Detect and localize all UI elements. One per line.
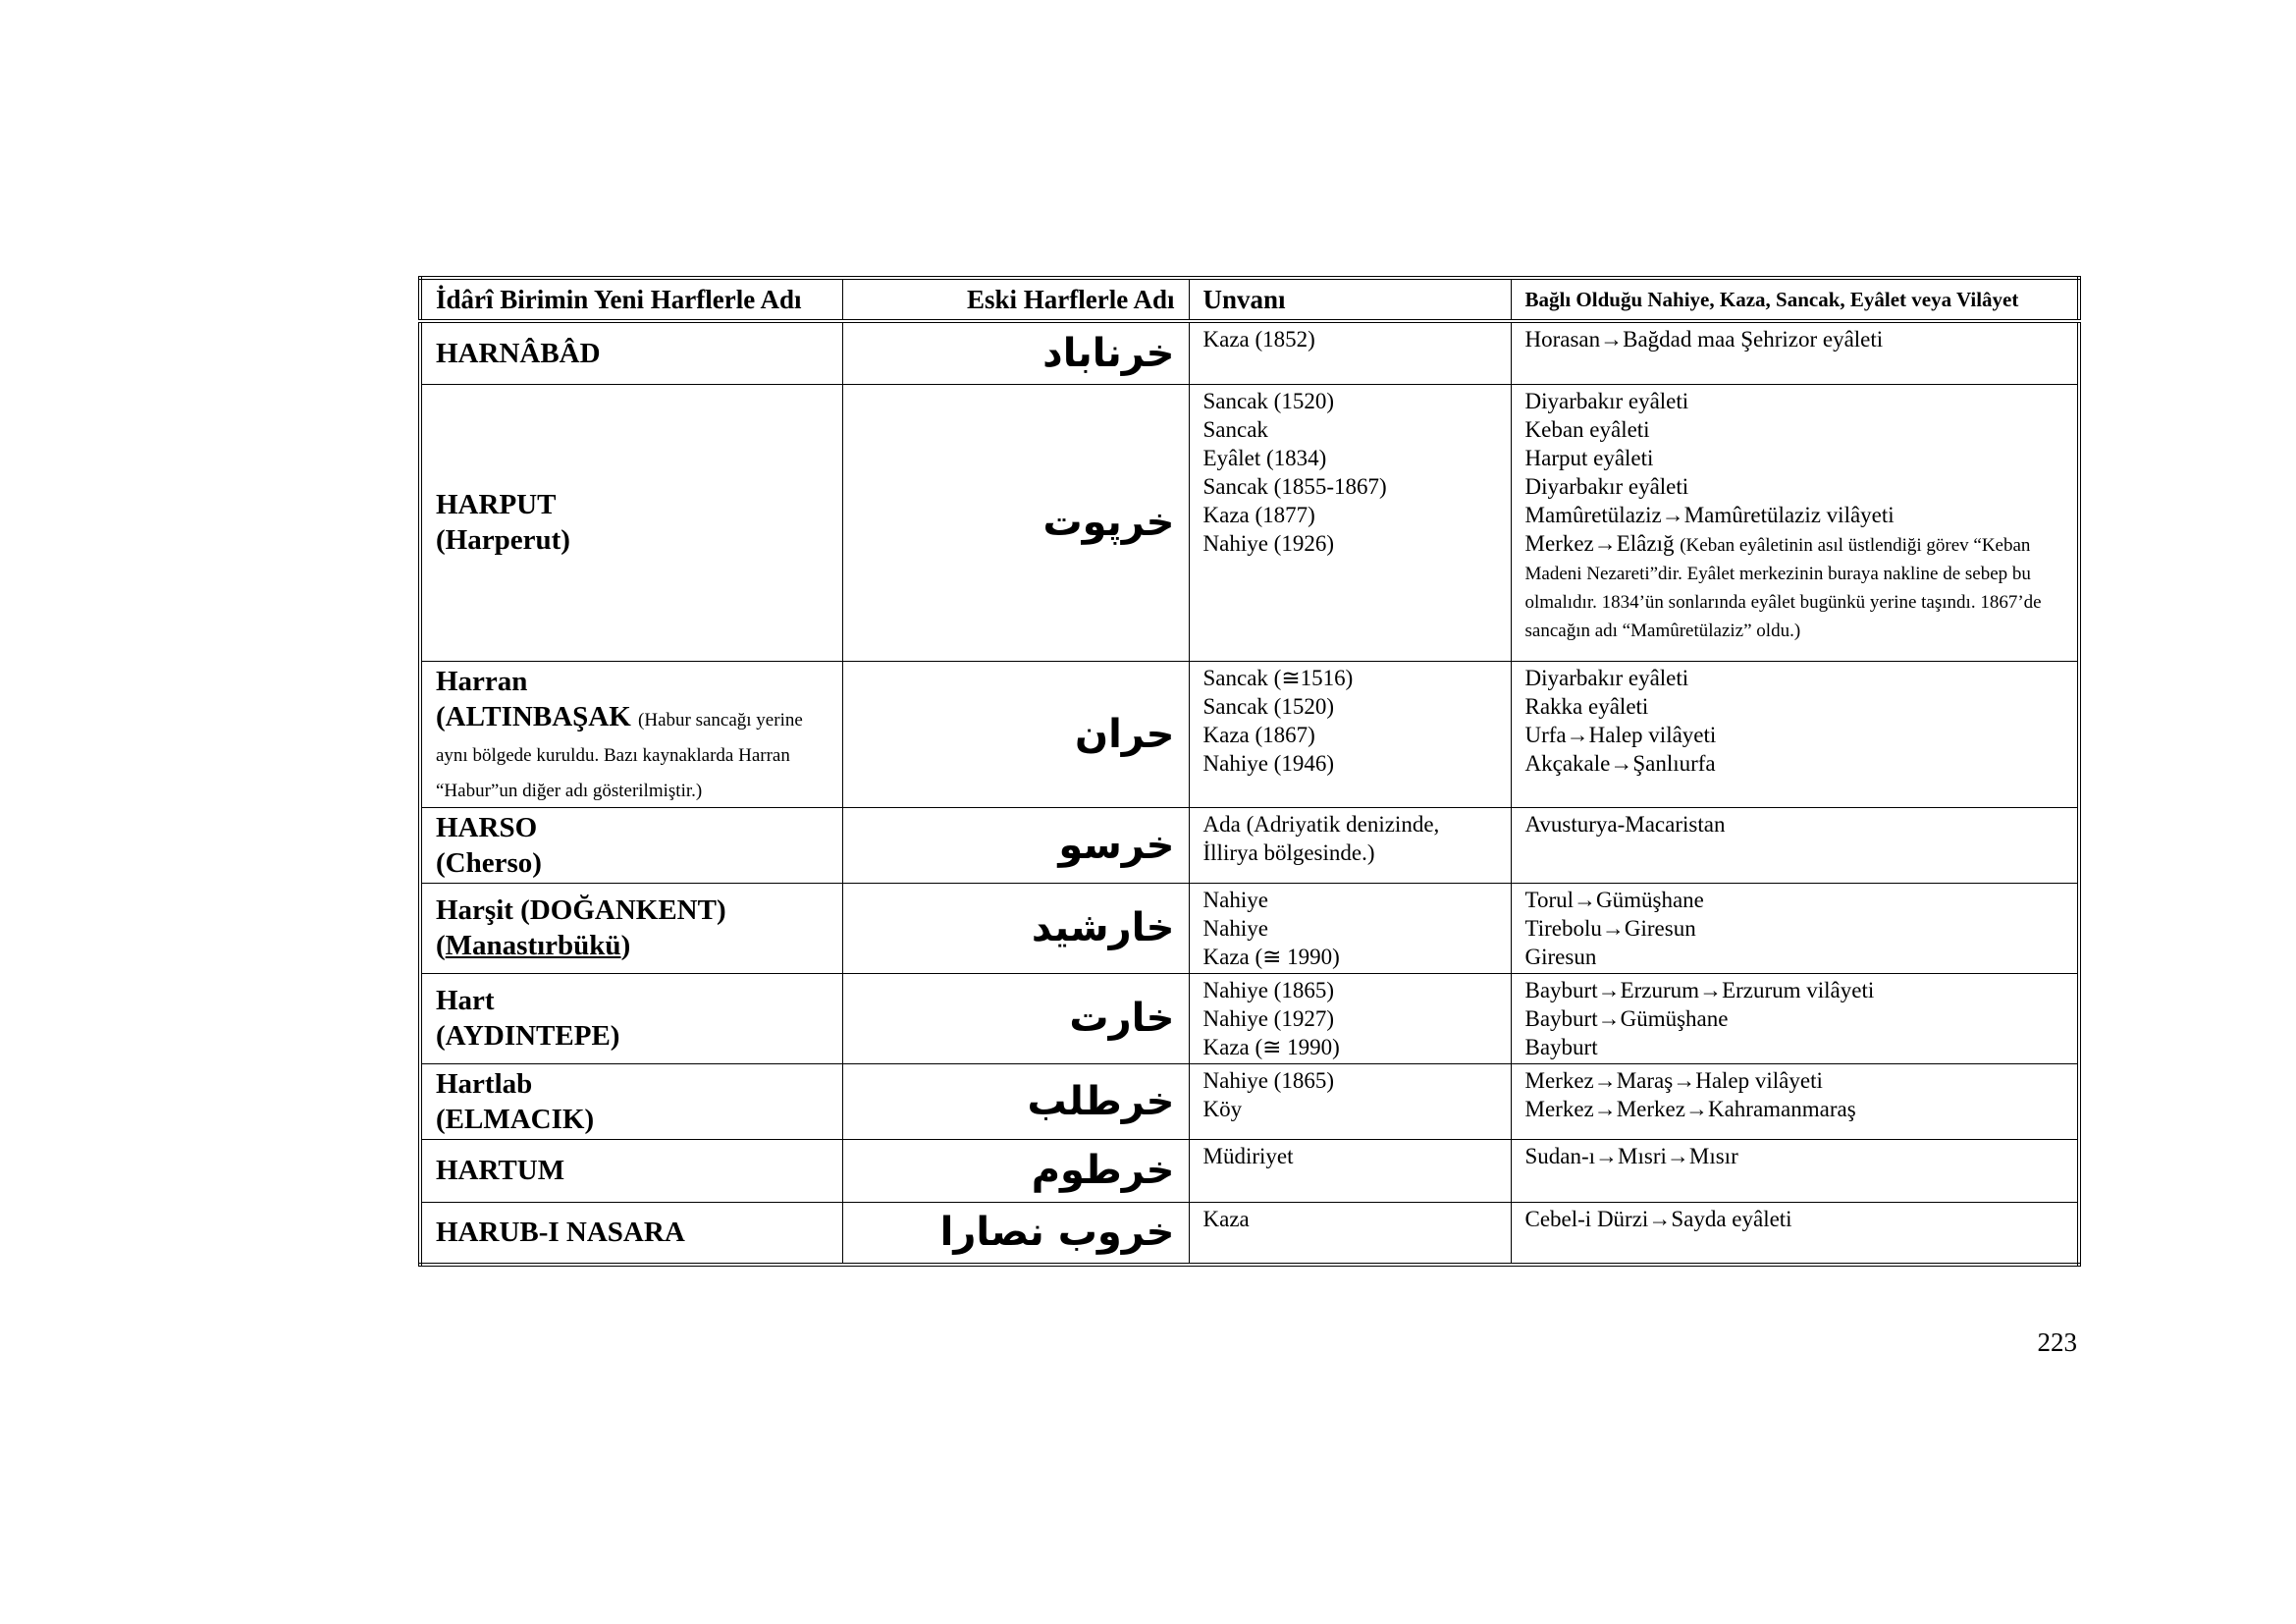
row-title: Sancak (≅1516) Sancak (1520) Kaza (1867) Nahiye (1946) (1189, 661, 1511, 807)
row-arabic: خارشيد (842, 883, 1189, 973)
row-arabic: خرطوم (842, 1139, 1189, 1202)
row-attached: Horasan→Bağdad maa Şehrizor eyâleti (1511, 321, 2079, 384)
header-new-name: İdârî Birimin Yeni Harflerle Adı (420, 278, 842, 321)
row-attached: Torul→Gümüşhane Tirebolu→Giresun Giresun (1511, 883, 2079, 973)
row-attached: Cebel-i Dürzi→Sayda eyâleti (1511, 1202, 2079, 1265)
row-name: HARTUM (420, 1139, 842, 1202)
row-attached: Avusturya-Macaristan (1511, 807, 2079, 883)
row-arabic: خرطلب (842, 1063, 1189, 1139)
header-old-name: Eski Harflerle Adı (842, 278, 1189, 321)
table-row (420, 973, 2079, 1063)
harran-note: (Habur sancağı yerine aynı bölgede kuruldu. Bazı kaynaklarda Harran “Habur”un diğer adı gösterilmiştir.) (436, 709, 803, 801)
row-attached: Bayburt→Erzurum→Erzurum vilâyeti Bayburt→Gümüşhane Bayburt (1511, 973, 2079, 1063)
row-attached: Merkez→Maraş→Halep vilâyeti Merkez→Merkez→Kahramanmaraş (1511, 1063, 2079, 1139)
row-attached: Diyarbakır eyâleti Rakka eyâleti Urfa→Halep vilâyeti Akçakale→Şanlıurfa (1511, 661, 2079, 807)
header-title: Unvanı (1189, 278, 1511, 321)
row-arabic: خروب نصارا (842, 1202, 1189, 1265)
row-title: Kaza (1852) (1189, 321, 1511, 384)
row-title: Ada (Adriyatik denizinde, İllirya bölgesinde.) (1189, 807, 1511, 883)
harput-note: (Keban eyâletinin asıl üstlendiği görev “Keban Madeni Nezareti”dir. Eyâlet merkezinin buraya nakline de sebep bu olmalıdır. 1834’ün sonlarında eyâlet bugünkü yerine taşındı. 1867’de sancağın adı “Mamûretülaziz” oldu.) (1524, 534, 2042, 641)
row-arabic: خرسو (842, 807, 1189, 883)
table-row (420, 384, 2079, 661)
header-attached: Bağlı Olduğu Nahiye, Kaza, Sancak, Eyâlet veya Vilâyet (1511, 278, 2079, 321)
row-title: Müdiriyet (1189, 1139, 1511, 1202)
row-title: Kaza (1189, 1202, 1511, 1265)
row-arabic: خرپوت (842, 384, 1189, 661)
row-title: Nahiye Nahiye Kaza (≅ 1990) (1189, 883, 1511, 973)
entries-table (418, 276, 2081, 1267)
row-title: Nahiye (1865) Nahiye (1927) Kaza (≅ 1990) (1189, 973, 1511, 1063)
row-name: Harşit (DOĞANKENT) (Manastırbükü) (420, 883, 842, 973)
row-arabic: حران (842, 661, 1189, 807)
table-row (420, 883, 2079, 973)
table-row (420, 321, 2079, 384)
row-name: Hartlab (ELMACIK) (420, 1063, 842, 1139)
row-name: HARUB-I NASARA (420, 1202, 842, 1265)
row-title: Nahiye (1865) Köy (1189, 1063, 1511, 1139)
row-name: Harran (ALTINBAŞAK (Habur sancağı yerine aynı bölgede kuruldu. Bazı kaynaklarda Harran “Habur”un diğer adı gösterilmiştir.) (420, 661, 842, 807)
row-arabic: خرناباد (842, 321, 1189, 384)
table-row (420, 1202, 2079, 1265)
row-arabic: خارت (842, 973, 1189, 1063)
table-row (420, 1139, 2079, 1202)
table-row (420, 1063, 2079, 1139)
row-name: HARNÂBÂD (420, 321, 842, 384)
page-number: 223 (2037, 1327, 2077, 1357)
row-name: HARSO (Cherso) (420, 807, 842, 883)
header-row (420, 278, 2079, 321)
table-row (420, 661, 2079, 807)
row-name: Hart (AYDINTEPE) (420, 973, 842, 1063)
row-title: Sancak (1520) Sancak Eyâlet (1834) Sancak (1855-1867) Kaza (1877) Nahiye (1926) (1189, 384, 1511, 661)
table-row (420, 807, 2079, 883)
row-attached: Diyarbakır eyâleti Keban eyâleti Harput eyâleti Diyarbakır eyâleti Mamûretülaziz→Mamûretülaziz vilâyeti Merkez→Elâzığ (Keban eyâletinin asıl üstlendiği görev “Keban Madeni Nezareti”dir. Eyâlet merkezinin buraya nakline de sebep bu olmalıdır. 1834’ün sonlarında eyâlet bugünkü yerine taşındı. 1867’de sancağın adı “Mamûretülaziz” oldu.) (1511, 384, 2079, 661)
row-name: HARPUT (Harperut) (420, 384, 842, 661)
row-attached: Sudan-ı→Mısri→Mısır (1511, 1139, 2079, 1202)
